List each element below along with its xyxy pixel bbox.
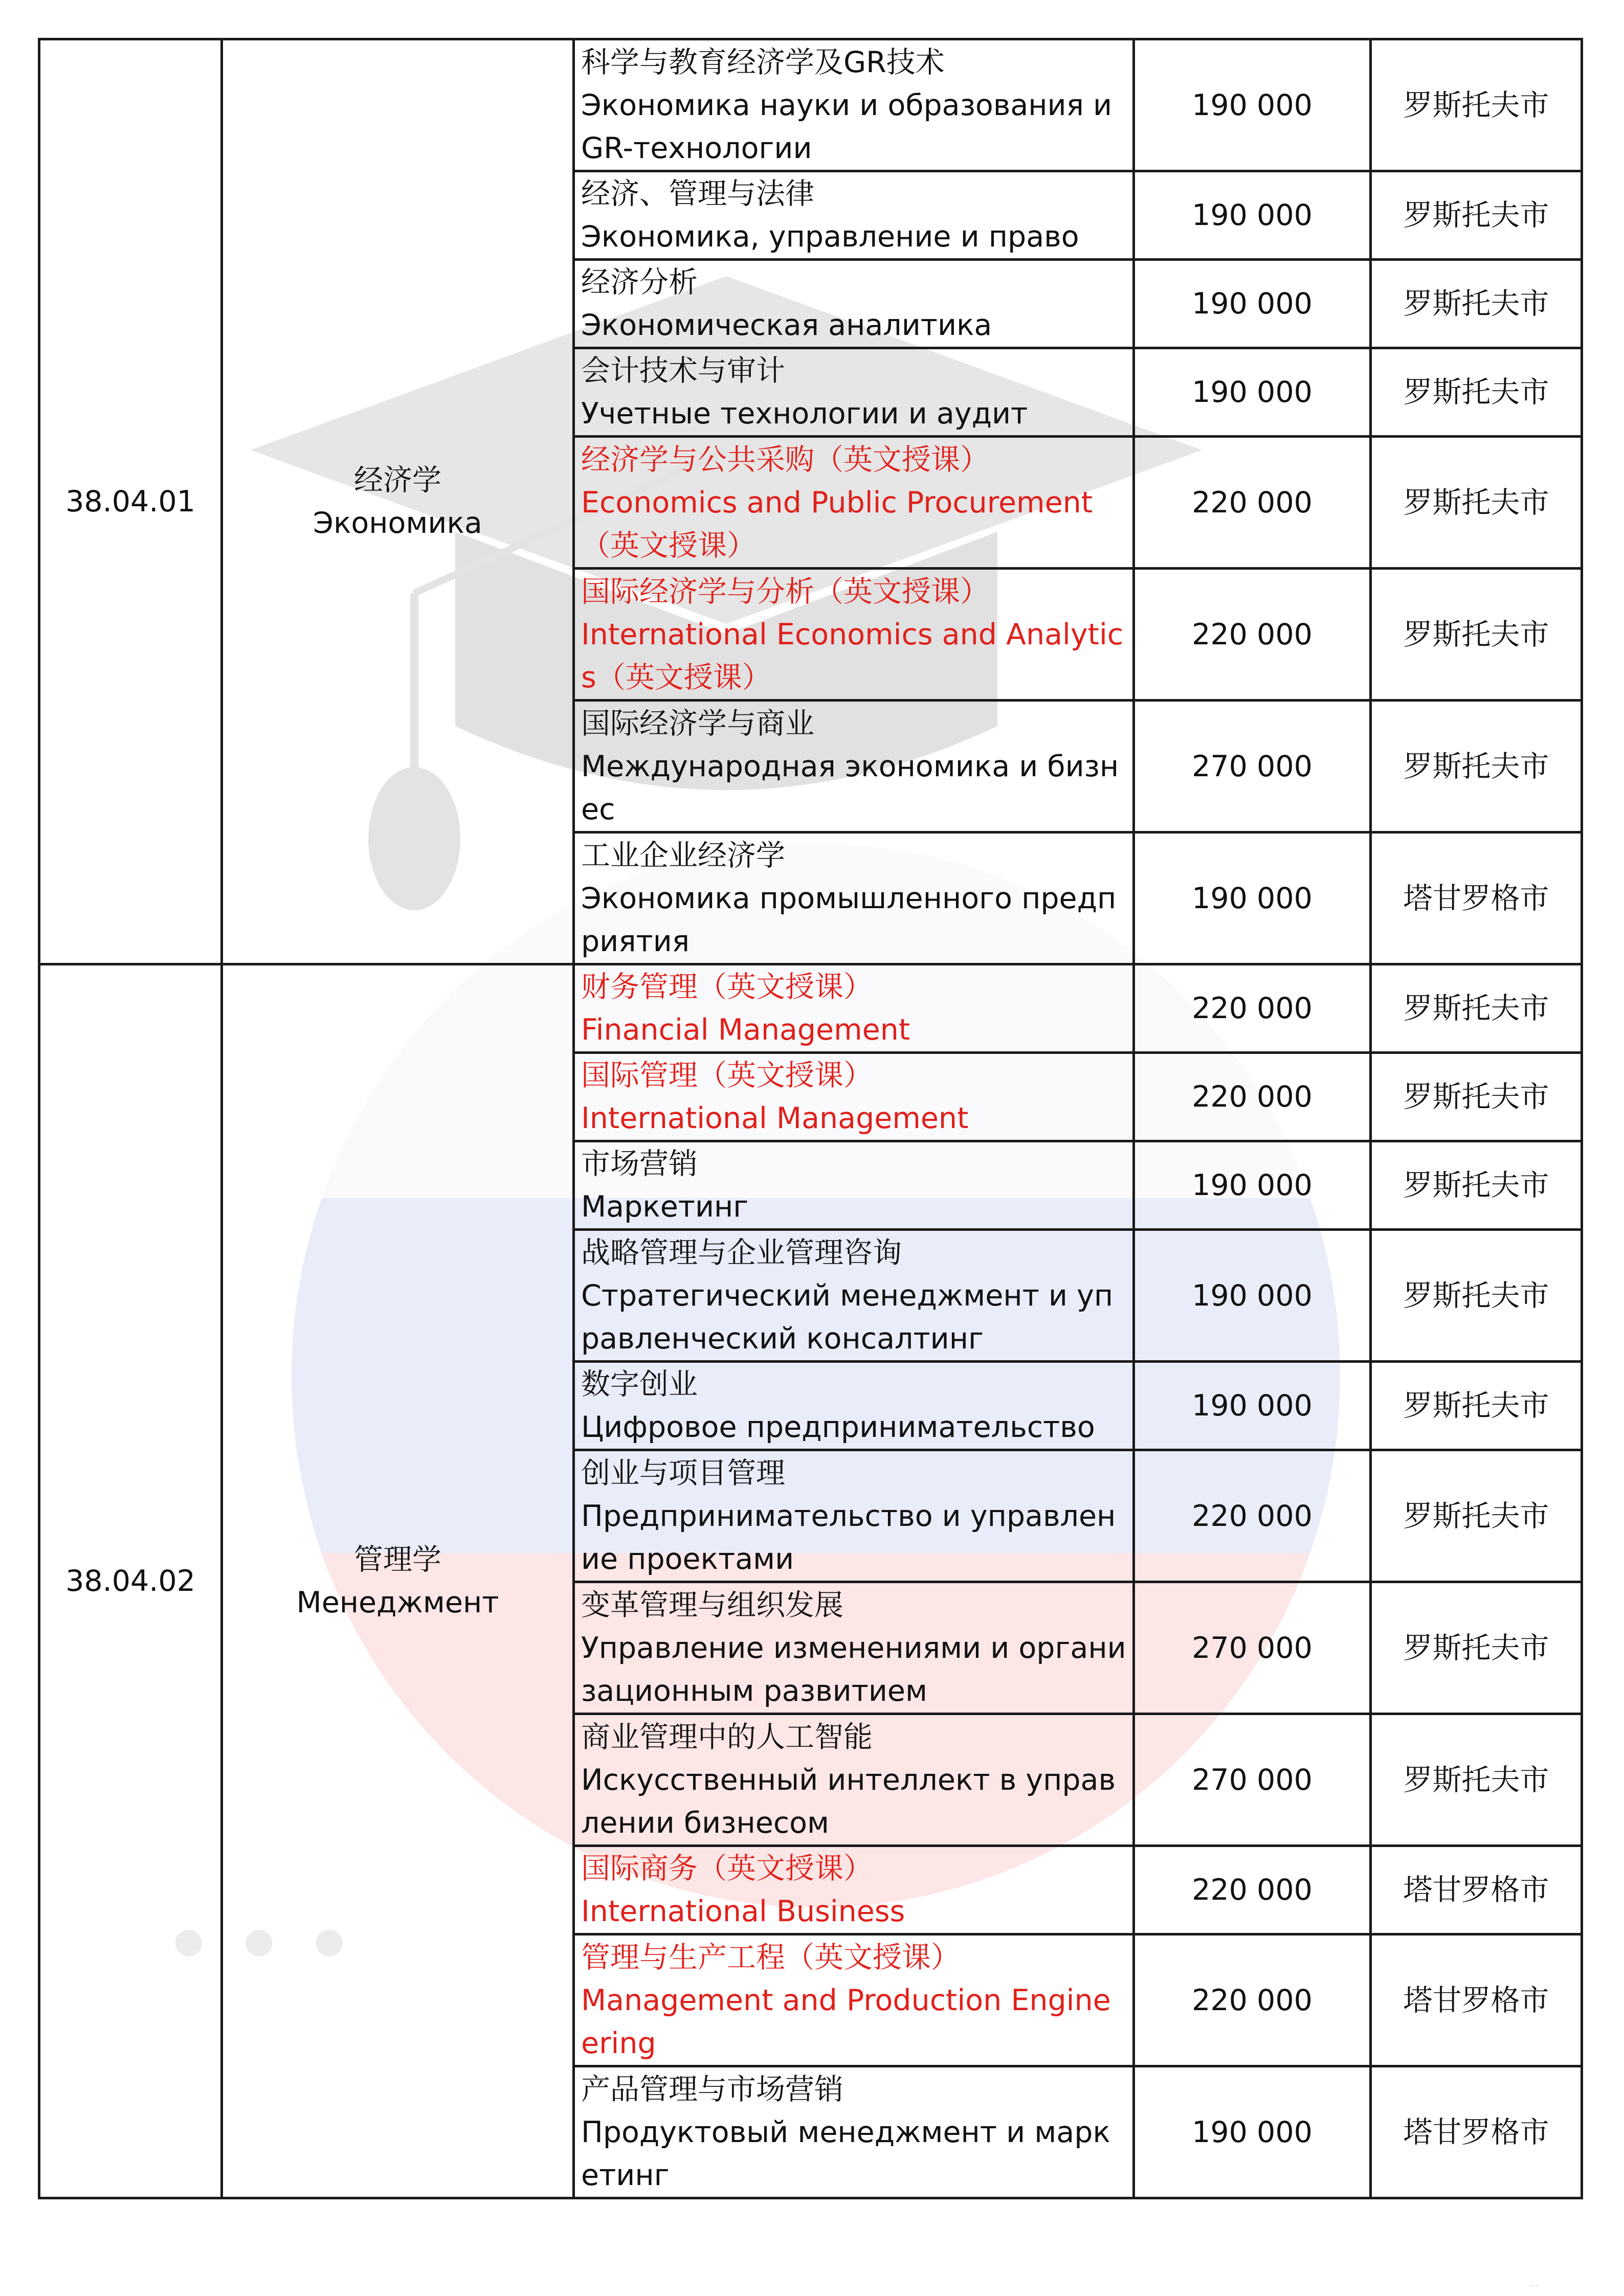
program-name (574, 1141, 1134, 1230)
tuition-price: 190 000 (1134, 1141, 1371, 1230)
program-name-ru: Экономика науки и образования и GR-технологии (581, 88, 1122, 165)
program-name (574, 1362, 1134, 1450)
tuition-price: 190 000 (1134, 171, 1371, 260)
tuition-price: 190 000 (1134, 2066, 1371, 2198)
tuition-price: 220 000 (1134, 964, 1371, 1053)
program-name-cn: 市场营销 (581, 1147, 698, 1181)
program-name-cn: 工业企业经济学 (581, 838, 785, 872)
program-name-ru: Предпринимательство и управление проектами (581, 1499, 1116, 1576)
tuition-price: 190 000 (1134, 832, 1371, 964)
program-name-cn: 会计技术与审计 (581, 354, 785, 388)
program-name-cn: 商业管理中的人工智能 (581, 1720, 873, 1754)
program-name (574, 348, 1134, 437)
program-name (574, 832, 1134, 964)
city: 塔甘罗格市 (1371, 1846, 1582, 1934)
program-name-cn: 国际经济学与商业 (581, 706, 814, 740)
program-name (574, 1582, 1134, 1714)
program-name-ru: Экономика промышленного предприятия (581, 881, 1117, 958)
city: 罗斯托夫市 (1371, 1582, 1582, 1714)
watermark-text: ... (164, 1820, 375, 1989)
program-name (574, 569, 1134, 701)
city: 塔甘罗格市 (1371, 1934, 1582, 2066)
program-name-ru: International Business (581, 1895, 905, 1928)
majors-table-body (39, 39, 1582, 2198)
majors-table (38, 38, 1583, 2199)
city: 罗斯托夫市 (1371, 1362, 1582, 1450)
program-name (574, 437, 1134, 569)
program-name-ru: Management and Production Engineering (581, 1983, 1111, 2060)
city: 罗斯托夫市 (1371, 569, 1582, 701)
program-name (574, 1934, 1134, 2066)
city: 罗斯托夫市 (1371, 1714, 1582, 1846)
tuition-price: 220 000 (1134, 1450, 1371, 1582)
city: 罗斯托夫市 (1371, 437, 1582, 569)
major-name (222, 39, 574, 964)
program-name-cn: 经济学与公共采购（英文授课） (581, 442, 989, 477)
major-name-ru: Экономика (313, 506, 482, 540)
city: 罗斯托夫市 (1371, 171, 1582, 260)
city: 罗斯托夫市 (1371, 1230, 1582, 1362)
program-name-ru: Управление изменениями и организационным развитием (581, 1631, 1126, 1708)
program-name (574, 260, 1134, 348)
corner-mark: ... (1529, 2278, 1539, 2289)
program-name-cn: 创业与项目管理 (581, 1456, 785, 1490)
program-name-ru: Стратегический менеджмент и управленческий консалтинг (581, 1278, 1114, 1356)
program-name-ru: International Management (581, 1101, 969, 1135)
program-name-cn: 国际经济学与分析（英文授课） (581, 574, 989, 609)
program-name-cn: 国际商务（英文授课） (581, 1852, 873, 1885)
program-name-cn: 国际管理（英文授课） (581, 1059, 873, 1092)
tuition-price: 190 000 (1134, 348, 1371, 437)
program-name (574, 1846, 1134, 1934)
program-name-cn: 经济分析 (581, 265, 698, 299)
city: 罗斯托夫市 (1371, 1053, 1582, 1141)
program-name-cn: 数字创业 (581, 1367, 698, 1401)
tuition-price: 270 000 (1134, 1714, 1371, 1846)
program-row (39, 964, 1582, 1053)
tuition-price: 220 000 (1134, 1053, 1371, 1141)
program-name (574, 1450, 1134, 1582)
program-name (574, 1053, 1134, 1141)
tuition-price: 270 000 (1134, 1582, 1371, 1714)
program-name-ru: Международная экономика и бизнес (581, 749, 1119, 826)
program-name-cn: 科学与教育经济学及GR技术 (581, 45, 945, 79)
program-name-cn: 战略管理与企业管理咨询 (581, 1235, 902, 1270)
program-name-cn: 管理与生产工程（英文授课） (581, 1940, 960, 1974)
program-name-ru: Учетные технологии и аудит (581, 397, 1028, 431)
program-name (574, 2066, 1134, 2198)
city: 塔甘罗格市 (1371, 832, 1582, 964)
tuition-price: 190 000 (1134, 1362, 1371, 1450)
program-name-ru: Экономика, управление и право (581, 220, 1079, 254)
program-name-ru: Продуктовый менеджмент и маркетинг (581, 2115, 1110, 2192)
tuition-price: 220 000 (1134, 437, 1371, 569)
tuition-price: 270 000 (1134, 701, 1371, 832)
major-name-cn: 经济学 (354, 463, 441, 497)
program-name (574, 39, 1134, 171)
major-name-ru: Менеджмент (296, 1586, 499, 1619)
tuition-price: 190 000 (1134, 39, 1371, 171)
city: 罗斯托夫市 (1371, 1141, 1582, 1230)
major-name-cn: 管理学 (354, 1543, 441, 1577)
program-name-ru: International Economics and Analytics（英文授课） (581, 617, 1124, 694)
program-name-ru: Financial Management (581, 1013, 910, 1047)
program-name-cn: 变革管理与组织发展 (581, 1588, 843, 1622)
city: 罗斯托夫市 (1371, 1450, 1582, 1582)
tuition-price: 220 000 (1134, 1934, 1371, 2066)
tuition-price: 190 000 (1134, 1230, 1371, 1362)
program-name-ru: Цифровое предпринимательство (581, 1410, 1095, 1444)
program-name (574, 1714, 1134, 1846)
program-name (574, 171, 1134, 260)
program-name-cn: 产品管理与市场营销 (581, 2072, 843, 2106)
program-name-cn: 经济、管理与法律 (581, 177, 814, 211)
city: 罗斯托夫市 (1371, 260, 1582, 348)
program-name-cn: 财务管理（英文授课） (581, 970, 873, 1004)
program-name-ru: Маркетинг (581, 1190, 749, 1224)
city: 塔甘罗格市 (1371, 2066, 1582, 2198)
program-name (574, 1230, 1134, 1362)
tuition-price: 220 000 (1134, 1846, 1371, 1934)
city: 罗斯托夫市 (1371, 964, 1582, 1053)
tuition-price: 220 000 (1134, 569, 1371, 701)
major-name (222, 964, 574, 2198)
program-row (39, 39, 1582, 171)
program-name-ru: Экономическая аналитика (581, 308, 992, 342)
city: 罗斯托夫市 (1371, 39, 1582, 171)
program-name (574, 701, 1134, 832)
city: 罗斯托夫市 (1371, 348, 1582, 437)
program-name-ru: Искусственный интеллект в управлении бизнесом (581, 1763, 1116, 1840)
program-name (574, 964, 1134, 1053)
major-code: 38.04.01 (39, 39, 222, 964)
program-name-ru: Economics and Public Procurement（英文授课） (581, 485, 1093, 562)
city: 罗斯托夫市 (1371, 701, 1582, 832)
major-code: 38.04.02 (39, 964, 222, 2198)
tuition-price: 190 000 (1134, 260, 1371, 348)
